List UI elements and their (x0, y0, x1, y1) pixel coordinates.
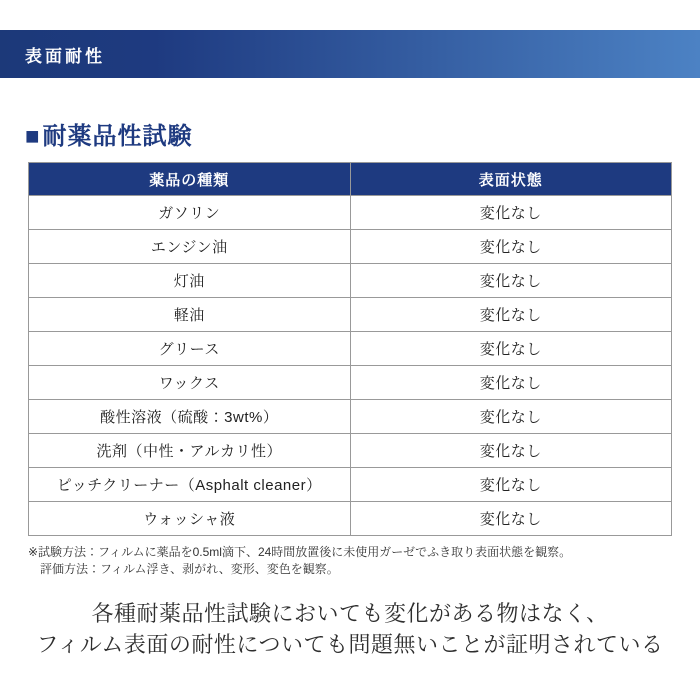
table-row (29, 502, 672, 536)
surface-state-cell: 変化なし (350, 264, 672, 298)
chemical-name-cell: ピッチクリーナー（Asphalt cleaner） (29, 468, 351, 502)
section-title: 表面耐性 (25, 46, 105, 66)
chemical-name-cell: 灯油 (29, 264, 351, 298)
chemical-resistance-table (28, 162, 672, 536)
column-header-surface-state: 表面状態 (350, 163, 672, 196)
chemical-name-cell: 洗剤（中性・アルカリ性） (29, 434, 351, 468)
table-row (29, 434, 672, 468)
chemical-name-cell: ガソリン (29, 196, 351, 230)
surface-state-cell: 変化なし (350, 434, 672, 468)
table-row (29, 366, 672, 400)
column-header-chemical: 薬品の種類 (29, 163, 351, 196)
footnote (28, 544, 700, 578)
chemical-name-cell: 軽油 (29, 298, 351, 332)
conclusion-line-1: 各種耐薬品性試験においても変化がある物はなく、 (91, 601, 609, 626)
table-row (29, 264, 672, 298)
chemical-name-cell: エンジン油 (29, 230, 351, 264)
surface-state-cell: 変化なし (350, 332, 672, 366)
chemical-name-cell: グリース (29, 332, 351, 366)
table-row (29, 400, 672, 434)
footnote-evaluation-method: 評価方法：フィルム浮き、剥がれ、変形、変色を観察。 (40, 562, 339, 576)
surface-state-cell: 変化なし (350, 502, 672, 536)
square-marker-icon: ■ (25, 123, 41, 150)
surface-state-cell: 変化なし (350, 468, 672, 502)
surface-state-cell: 変化なし (350, 298, 672, 332)
table-heading-text: 耐薬品性試験 (42, 123, 193, 150)
chemical-name-cell: ウォッシャ液 (29, 502, 351, 536)
section-title-bar (0, 30, 700, 78)
chemical-name-cell: 酸性溶液（硫酸：3wt%） (29, 400, 351, 434)
chemical-name-cell: ワックス (29, 366, 351, 400)
conclusion-line-2: フィルム表面の耐性についても問題無いことが証明されている (36, 632, 664, 657)
table-header-row (29, 163, 672, 196)
surface-state-cell: 変化なし (350, 400, 672, 434)
table-row (29, 196, 672, 230)
footnote-test-method: ※試験方法：フィルムに薬品を0.5ml滴下、24時間放置後に未使用ガーゼでふき取り表面状態を観察。 (28, 545, 572, 559)
table-row (29, 298, 672, 332)
surface-state-cell: 変化なし (350, 366, 672, 400)
table-row (29, 332, 672, 366)
conclusion (0, 598, 700, 660)
table-row (29, 468, 672, 502)
table-heading (25, 122, 700, 152)
surface-state-cell: 変化なし (350, 230, 672, 264)
surface-state-cell: 変化なし (350, 196, 672, 230)
table-row (29, 230, 672, 264)
